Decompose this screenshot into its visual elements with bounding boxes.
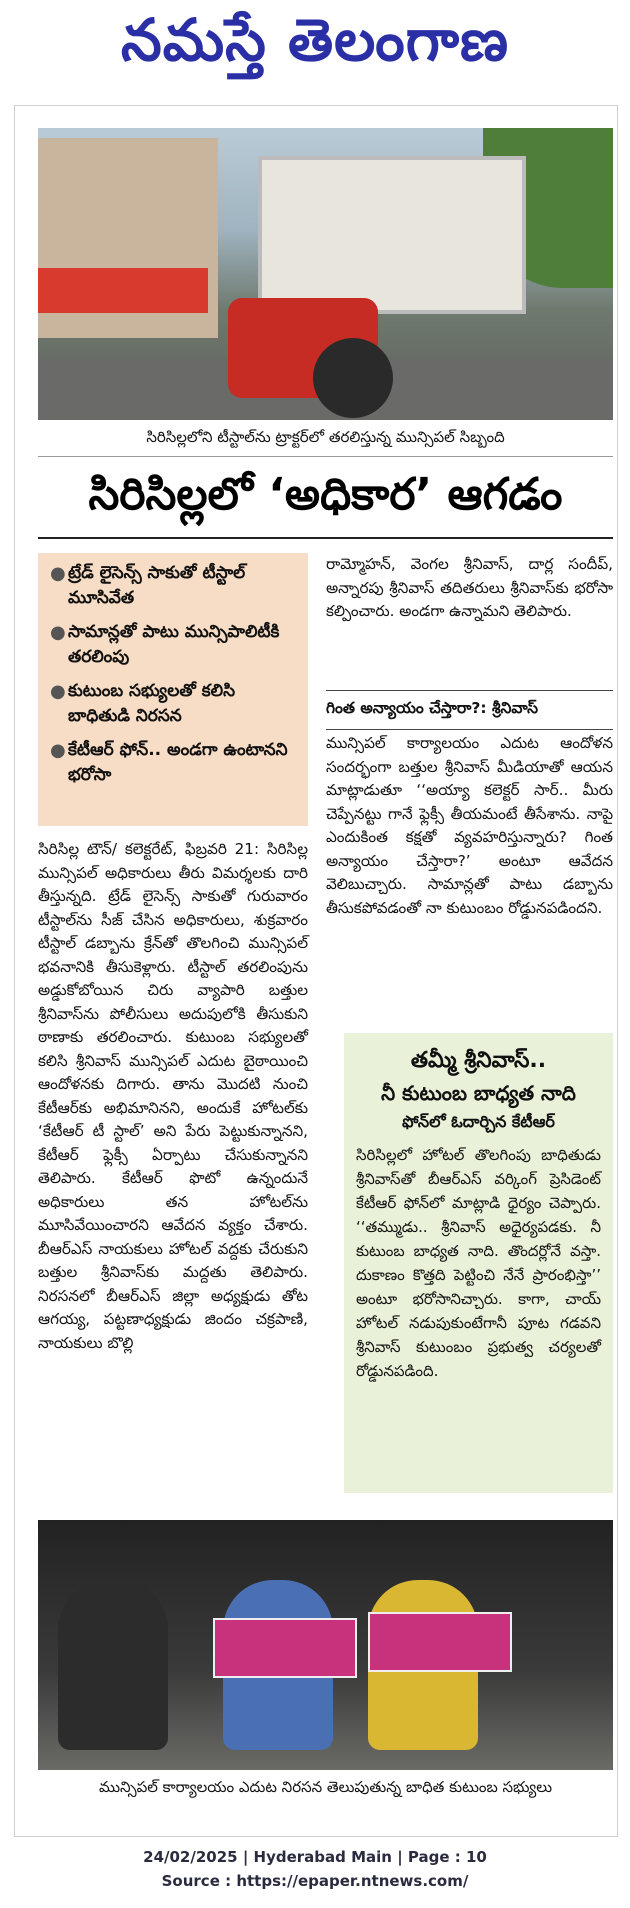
highlight-item: ● కుటుంబ సభ్యులతో కలిసి బాధితుడి నిరసన (50, 681, 236, 726)
protest-placard (368, 1612, 512, 1672)
ktr-sidebar-box (344, 1033, 613, 1493)
sidebar-subtitle: ఫోన్‌లో ఓదార్చిన కేటీఆర్ (402, 1112, 555, 1131)
photo-caption-top: సిరిసిల్లలోని టీస్టాల్‌ను ట్రాక్టర్‌లో తరలిస్తున్న మున్సిపల్ సిబ్బంది (38, 428, 613, 457)
footer-source: Source : https://epaper.ntnews.com/ (161, 1872, 469, 1890)
sidebar-title-line1: తమ్మీ శ్రీనివాస్.. (410, 1048, 547, 1073)
sidebar-body: సిరిసిల్లలో హోటల్ తొలగింపు బాధితుడు శ్రీనివాస్‌తో బీఆర్ఎస్ వర్కింగ్ ప్రెసిడెంట్ కేటీఆర్ ఫోన్‌లో మాట్లాడి ధైర్యం చెప్పారు. ‘‘తమ్ముడు.. శ్రీనివాస్ అధైర్యపడకు. నీ కుటుంబ బాధ్యత నాది. తొందర్లోనే వస్తా. దుకాణం కొత్తది పెట్టించి నేనే ప్రారంభిస్తా’’ అంటూ భరోసానిచ్చారు. కాగా, చాయ్ హోటల్ నడుపుకుంటేగానీ పూట గడవని శ్రీనివాస్ కుటుంబం ప్రభుత్వ చర్యలతో రోడ్డునపడింది. (356, 1146, 601, 1380)
sidebar-title-line2: నీ కుటుంబ బాధ్యత నాది (381, 1081, 576, 1105)
footer-date-edition: 24/02/2025 | Hyderabad Main | Page : 10 (143, 1848, 487, 1866)
newspaper-logo: నమస్తే తెలంగాణ (121, 6, 509, 74)
highlight-item: ● ట్రేడ్ లైసెన్స్ సాకుతో టీస్టాల్ మూసివేత (50, 563, 246, 608)
article-subhead: గింత అన్యాయం చేస్తారా?: శ్రీనివాస్ (326, 690, 613, 730)
masthead (0, 0, 630, 95)
protest-photo (38, 1520, 613, 1770)
tractor-photo (38, 128, 613, 420)
article-body-left: సిరిసిల్ల టౌన్/ కలెక్టరేట్, ఫిబ్రవరి 21: సిరిసిల్ల మున్సిపల్ అధికారులు తీరు విమర్శలకు దారి తీస్తున్నది. ట్రేడ్ లైసెన్స్ సాకుతో గురువారం టీస్టాల్‌ను సీజ్ చేసిన అధికారులు, శుక్రవారం టీస్టాల్ డబ్బాను క్రేన్‌తో తొలగించి మున్సిపల్ భవనానికి తీసుకెళ్లారు. టీస్టాల్ తరలింపును అడ్డుకోబోయిన చిరు వ్యాపారి బత్తుల శ్రీనివాస్‌ను పోలీసులు అదుపులోకి తీసుకుని ఠాణాకు తరలించారు. కుటుంబ సభ్యులతో కలిసి శ్రీనివాస్ మున్సిపల్ ఎదుట బైఠాయించి ఆందోళనకు దిగారు. తాను మొదటి నుంచి కేటీఆర్‌కు అభిమానినని, అందుకే హోటల్‌కు ‘కేటీఆర్ టీ స్టాల్’ అని పేరు పెట్టుకున్నానని, కేటీఆర్ ఫ్లెక్సీ ఏర్పాటు చేసుకున్నానని తెలిపారు. కేటీఆర్ ఫొటో ఉన్నందునే అధికారులు తన హోటల్‌ను మూసివేయించారని ఆవేదన వ్యక్తం చేశారు. బీఆర్ఎస్ నాయకులు హోటల్ వద్దకు చేరుకుని బత్తుల శ్రీనివాస్‌కు మద్దతు తెలిపారు. నిరసనలో బీఆర్ఎస్ జిల్లా అధ్యక్షుడు తోట ఆగయ్య, పట్టణాధ్యక్షుడు జిందం చక్రపాణి, నాయకులు బొల్లి (38, 840, 308, 1352)
headline-divider (38, 537, 613, 539)
article-body-right-top: రామ్మోహన్, వెంగల శ్రీనివాస్, దార్ల సందీప్, అన్నారపు శ్రీనివాస్ తదితరులు శ్రీనివాస్‌కు భరోసా కల్పించారు. అండగా ఉన్నామని తెలిపారు. (326, 555, 613, 620)
protest-placard (213, 1618, 357, 1678)
article-headline: సిరిసిల్లలో ‘అధికార’ ఆగడం (88, 469, 563, 520)
highlight-item: ● సామాన్లతో పాటు మున్సిపాలిటీకి తరలింపు (50, 622, 280, 667)
article-body-right-bottom: మున్సిపల్ కార్యాలయం ఎదుట ఆందోళన సందర్భంగా బత్తుల శ్రీనివాస్ మీడియాతో ఆయన మాట్లాడుతూ ‘‘అయ్యా కలెక్టర్ సార్.. మీరు చెప్పేనట్టు గానే ఫ్లెక్సీ తీయమంటే తీసేశాను. నాపై ఎందుకింత కక్షతో వ్యవహరిస్తున్నారు? గింత అన్యాయం చేస్తారా?’ అంటూ ఆవేదన వెలిబుచ్చారు. సామాన్లతో పాటు డబ్బాను తీసుకపోవడంతో నా కుటుంబం రోడ్డునపడిందని. (326, 734, 613, 917)
photo-caption-bottom: మున్సిపల్ కార్యాలయం ఎదుట నిరసన తెలుపుతున్న బాధిత కుటుంబ సభ్యులు (98, 1778, 553, 1796)
highlights-box (38, 553, 308, 826)
highlight-item: ● కేటీఆర్ ఫోన్.. అండగా ఉంటానని భరోసా (50, 740, 288, 785)
